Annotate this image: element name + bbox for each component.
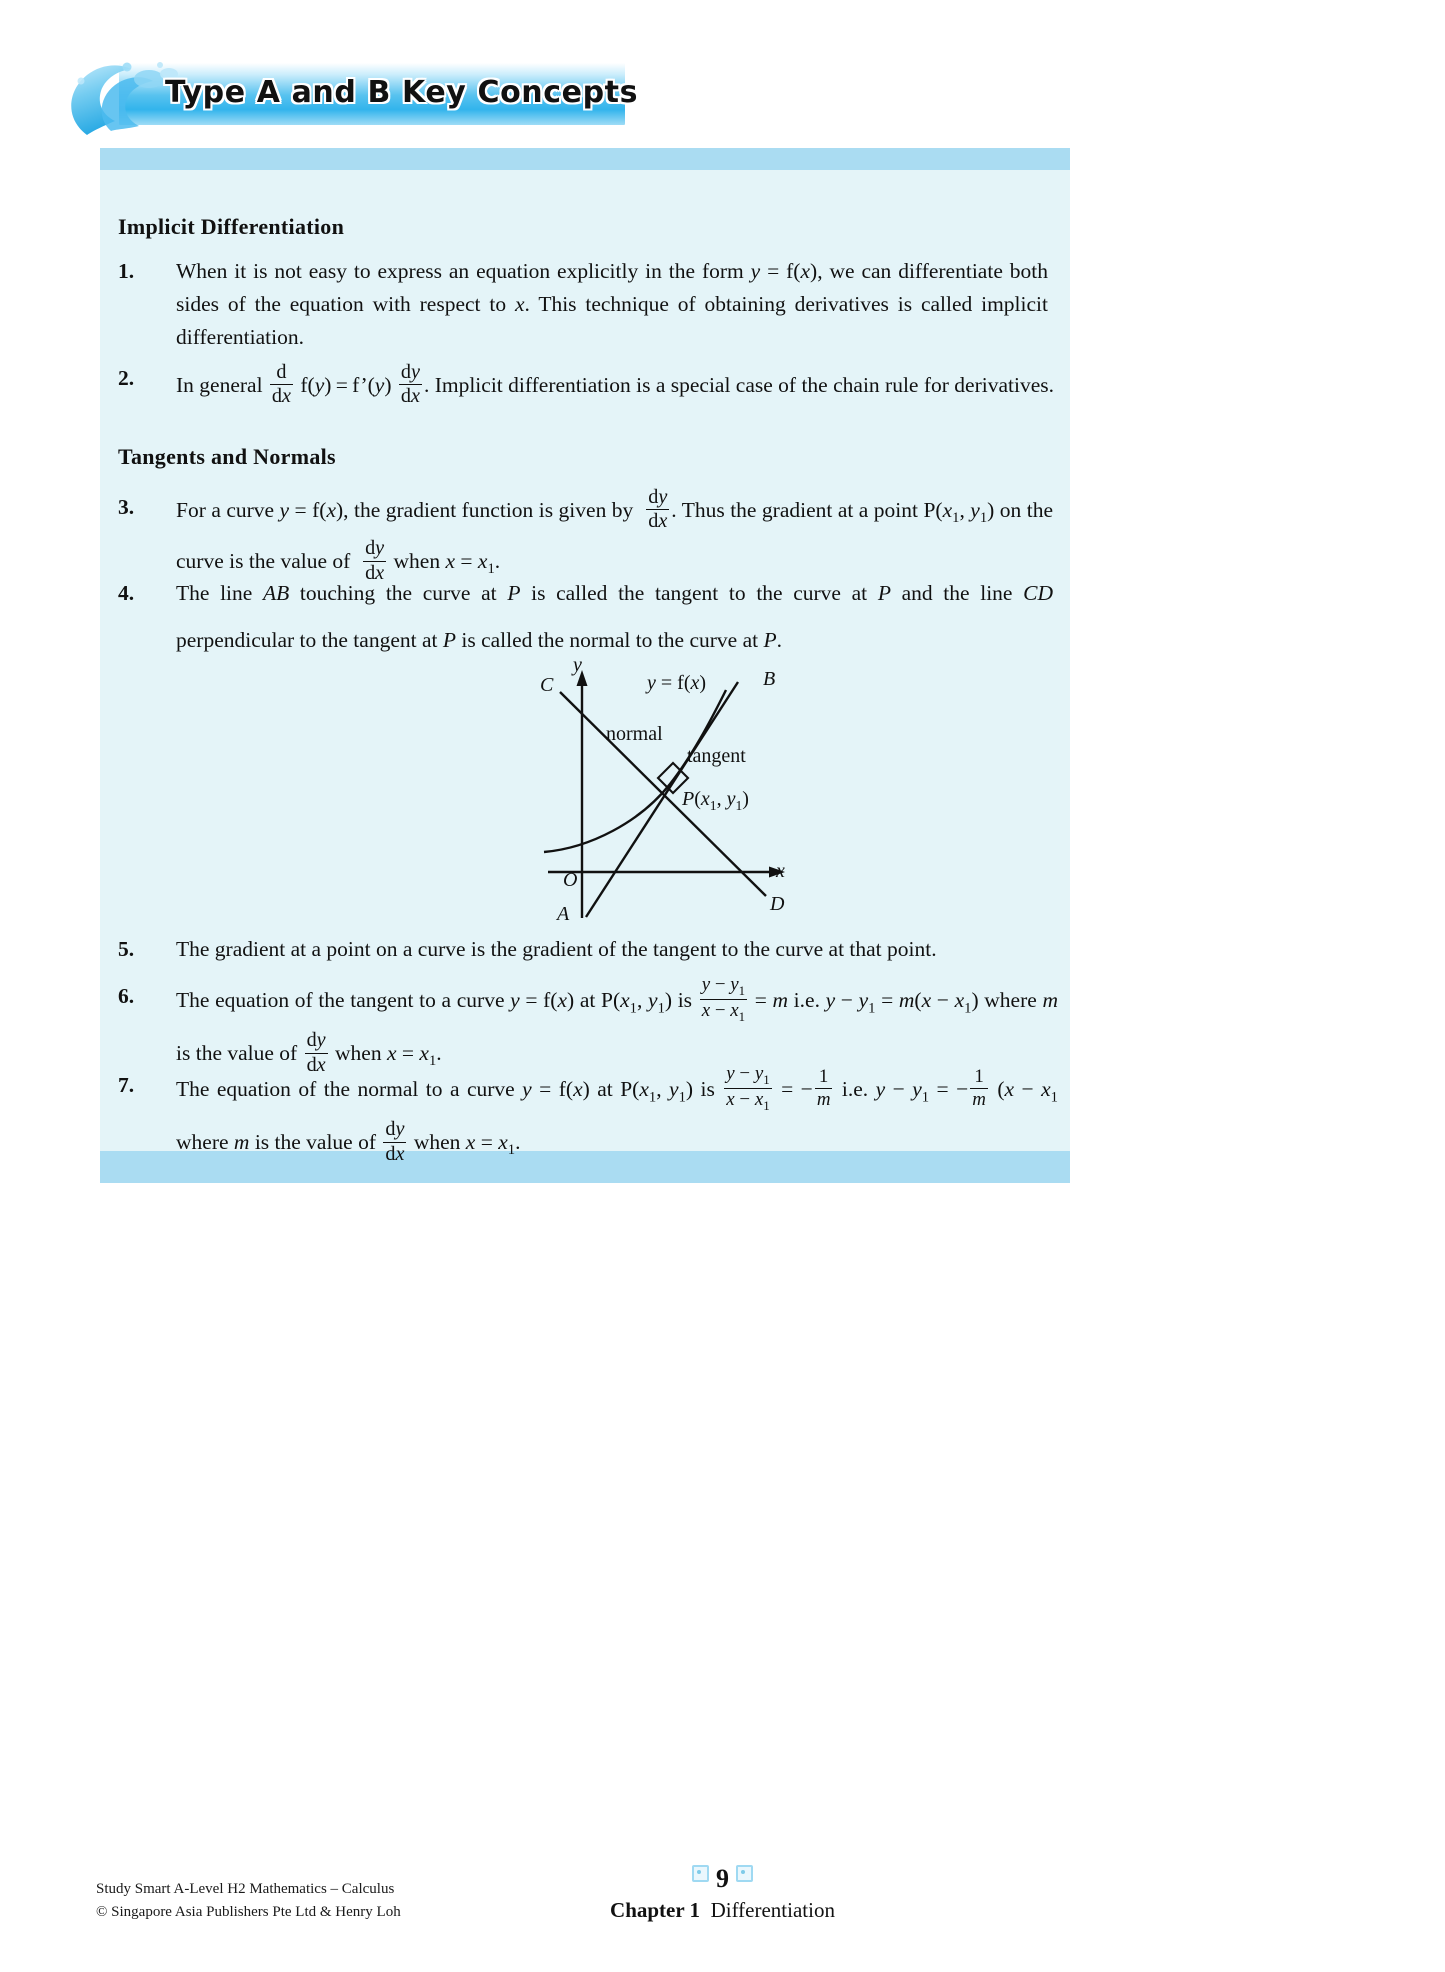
fraction-one-over-m: $\frac{1}{m}$ — [816, 1066, 831, 1111]
item-number: 5. — [118, 937, 135, 961]
item-number: 6. — [118, 984, 135, 1008]
diagram-label-point-b: B — [763, 668, 776, 690]
page-dot-left-icon — [692, 1865, 709, 1882]
key-concepts-panel — [100, 148, 1070, 1183]
item-text: For a curve y = f(x), the gradient function is given by $\frac{dy}{dx}$ . Thus the gradient at a point $P(x_1$, $y_1$) on the curve is the value of $\frac{dy}{dx}$ when $x = x_1$. — [176, 486, 1054, 584]
page-dot-right-icon — [736, 1865, 753, 1882]
fraction-dy-dx: $\frac{dy}{dx}$ — [306, 1029, 326, 1076]
footer-chapter-line — [0, 1898, 1445, 1923]
fraction-dy-dx: $\frac{dy}{dx}$ — [365, 537, 385, 584]
item-text: The equation of the normal to a curve y = f(x) at $P(x_1$, $y_1$) is $\frac{y - y_1}{x - x_1}$ = − $\frac{1}{m}$ i.e. $y - y_1$ = − $\frac{1}{m}$ ($x - x_1$ where m is the value of $\frac{dy}{dx}$ when $x = x_1$. — [176, 1063, 1058, 1165]
fraction-dy-dx: $\frac{dy}{dx}$ — [648, 486, 668, 533]
item-text: The gradient at a point on a curve is the gradient of the tangent to the curve at that point. — [176, 937, 937, 961]
tangent-normal-diagram — [530, 654, 830, 935]
list-item-4 — [118, 570, 1053, 664]
list-item-5 — [118, 933, 1053, 966]
item-text: The equation of the tangent to a curve y = f(x) at $P(x_1$, $y_1$) is $\frac{y - y_1}{x - x_1}$ = m i.e. $y - y_1 = m(x - x_1)$ where m is the value of $\frac{dy}{dx}$ when $x = x_1$. — [176, 974, 1058, 1076]
page-number: 9 — [716, 1864, 729, 1893]
fraction-y-minus-y1-over-x-minus-x1: $\frac{y - y_1}{x - x_1}$ — [726, 1063, 770, 1114]
page-number-row — [0, 1864, 1445, 1894]
footer-page-info — [0, 1864, 1445, 1923]
diagram-label-normal: normal — [606, 723, 663, 745]
banner-title: Type A and B Key Concepts — [165, 75, 639, 110]
footer-chapter-title: Differentiation — [710, 1898, 835, 1922]
item-number: 7. — [118, 1073, 135, 1097]
section-heading-implicit-differentiation: Implicit Differentiation — [118, 214, 345, 239]
diagram-label-tangent: tangent — [687, 745, 746, 767]
footer-line-1: Study Smart A-Level H2 Mathematics – Calculus — [96, 1881, 395, 1897]
fraction-dy-dx: $\frac{dy}{dx}$ — [385, 1118, 405, 1165]
list-item-2 — [118, 362, 1058, 408]
item-text: When it is not easy to express an equation explicitly in the form y = f(x), we can differentiate both sides of the equation with respect to x. This technique of obtaining derivatives is called implicit differentiation. — [176, 259, 1048, 349]
diagram-label-x-axis: x — [776, 860, 785, 882]
diagram-label-curve-equation: y = f(x) — [647, 672, 707, 694]
list-item-7 — [118, 1064, 1058, 1172]
item-text: In general $\frac{d}{dx}$ f(y) = f’(y) $\frac{dy}{dx}$ . Implicit differentiation is a special case of the chain rule for derivatives. — [176, 361, 1054, 408]
diagram-label-point-c: C — [540, 674, 554, 696]
item-number: 1. — [118, 259, 135, 283]
diagram-label-point-p: $P(x_1$, $y_1$) — [682, 788, 749, 813]
diagram-label-point-d: D — [770, 893, 785, 915]
section-heading-tangents-and-normals: Tangents and Normals — [118, 444, 336, 469]
fraction-one-over-m: $\frac{1}{m}$ — [972, 1066, 986, 1111]
fraction-d-dx: $\frac{d}{dx}$ — [271, 361, 291, 408]
item-text: The line AB touching the curve at P is called the tangent to the curve at P and the line CD perpendicular to the tangent at P is called the normal to the curve at P. — [176, 581, 1053, 652]
item-number: 4. — [118, 581, 135, 605]
page-header-banner — [57, 63, 639, 125]
footer-chapter-number: Chapter 1 — [610, 1898, 701, 1922]
fraction-dy-dx: $\frac{dy}{dx}$ — [400, 361, 420, 408]
footer-line-2: © Singapore Asia Publishers Pte Ltd & Henry Loh — [96, 1904, 401, 1920]
panel-top-accent-bar — [100, 148, 1070, 170]
fraction-y-minus-y1-over-x-minus-x1: $\frac{y - y_1}{x - x_1}$ — [701, 974, 746, 1025]
diagram-label-y-axis: y — [573, 654, 582, 676]
diagram-label-point-a: A — [557, 903, 570, 925]
diagram-label-origin: O — [563, 869, 578, 891]
list-item-1 — [118, 255, 1048, 354]
item-number: 3. — [118, 495, 135, 519]
item-number: 2. — [118, 366, 135, 390]
